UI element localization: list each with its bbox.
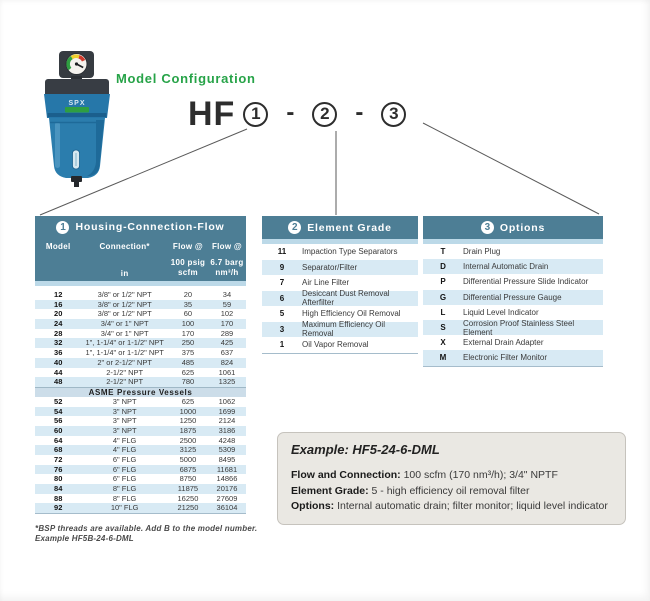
- divider-band: [35, 281, 246, 286]
- example-line: Options: Internal automatic drain; filter monitor; liquid level indicator: [291, 500, 608, 512]
- table-row: T Drain Plug: [440, 247, 501, 257]
- table-row: 64 4" FLG 2500 4248: [54, 435, 236, 445]
- table-title: [35, 216, 246, 238]
- table-title-text: Element Grade: [307, 221, 392, 234]
- table-row: 56 3" NPT 1250 2124: [54, 416, 236, 426]
- filter-product-image: [38, 46, 116, 188]
- position-2-badge: 2: [312, 102, 337, 127]
- footnote-line-2: Example HF5B-24-6-DML: [35, 533, 134, 543]
- table-row: 1 Oil Vapor Removal: [279, 340, 369, 350]
- table-row: 52 3" NPT 625 1062: [54, 396, 236, 406]
- example-box: [277, 432, 626, 525]
- table-row: 44 2-1/2" NPT 625 1061: [54, 367, 236, 377]
- table-row: 16 3/8" or 1/2" NPT 35 59: [35, 300, 246, 310]
- table-title-text: Housing-Connection-Flow: [75, 221, 225, 233]
- housing-rows-asme: [35, 397, 246, 513]
- asme-section-header: ASME Pressure Vessels: [35, 387, 246, 397]
- table-row: 9 Separator/Filter: [262, 260, 418, 276]
- position-1-badge: 1: [243, 102, 268, 127]
- example-line: Flow and Connection: 100 scfm (170 nm³/h); 3/4" NPTF: [291, 469, 558, 481]
- housing-rows-main: [35, 290, 246, 387]
- table-row: 48 2-1/2" NPT 780 1325: [35, 377, 246, 387]
- table-row: 68 4" FLG 3125 5309: [35, 445, 246, 455]
- table-row: L Liquid Level Indicator: [440, 307, 539, 317]
- table-row: S Corrosion Proof Stainless Steel Element: [423, 320, 603, 335]
- dash-separator: -: [355, 98, 364, 126]
- table-row: 76 6" FLG 6875 11681: [35, 465, 246, 475]
- example-title: Example: HF5-24-6-DML: [291, 442, 440, 457]
- circled-3-icon: 3: [481, 221, 494, 234]
- table-row: 12 3/8" or 1/2" NPT 20 34: [54, 290, 232, 299]
- column-header-flow-nm3h: Flow @ 6.7 barg nm³/h: [210, 242, 244, 277]
- example-line: Element Grade: 5 - high efficiency oil removal filter: [291, 484, 530, 497]
- model-prefix: HF: [188, 94, 236, 133]
- table-row: 11 Impaction Type Separators: [277, 247, 398, 257]
- product-green-label: [65, 107, 89, 113]
- options-table: [423, 216, 603, 367]
- table-row: 80 6" FLG 8750 14866: [54, 474, 238, 484]
- table-row: 5 High Efficiency Oil Removal: [279, 309, 401, 319]
- column-header-model: Model: [45, 242, 71, 251]
- footnote-line-1: *BSP threads are available. Add B to the model number.: [35, 524, 258, 533]
- table-row: 3 Maximum Efficiency Oil Removal: [262, 322, 418, 338]
- drain-port: [71, 176, 82, 187]
- table-row: 7 Air Line Filter: [279, 278, 350, 288]
- table-row: X External Drain Adapter: [440, 338, 544, 348]
- table-row: 6 Desiccant Dust Removal Afterfilter: [262, 291, 418, 307]
- pressure-gauge-icon: [59, 51, 94, 78]
- table-row: 54 3" NPT 1000 1699: [35, 407, 246, 417]
- housing-connection-flow-table: [35, 216, 246, 514]
- table-row: 40 2" or 2-1/2" NPT 485 824: [35, 358, 246, 368]
- table-title: [262, 216, 418, 239]
- table-row: 36 1", 1-1/4" or 1-1/2" NPT 375 637: [54, 348, 234, 358]
- column-header-connection: Connection* in: [99, 242, 150, 278]
- element-grade-rows: [262, 244, 418, 353]
- column-headers: [35, 238, 246, 281]
- filter-bowl: [49, 118, 105, 178]
- element-grade-table: [262, 216, 418, 354]
- filter-head: [44, 76, 110, 118]
- table-row: D Internal Automatic Drain: [423, 259, 603, 274]
- example-lines: [291, 468, 612, 515]
- table-title: [423, 216, 603, 239]
- options-rows: [423, 244, 603, 366]
- dash-separator: -: [286, 98, 295, 126]
- table-row: 28 3/4" or 1" NPT 170 289: [54, 328, 234, 338]
- table-row: 72 6" FLG 5000 8495: [54, 455, 236, 464]
- model-code: [188, 96, 406, 132]
- table-row: M Electronic Filter Monitor: [423, 350, 603, 365]
- table-row: G Differential Pressure Gauge: [423, 290, 603, 305]
- table-row: 60 3" NPT 1875 3186: [35, 426, 246, 436]
- connector-line-3: [423, 123, 599, 214]
- product-brand-label: SPX: [68, 100, 86, 107]
- footnote: [35, 524, 257, 543]
- table-row: 20 3/8" or 1/2" NPT 60 102: [54, 309, 234, 319]
- column-header-flow-scfm: Flow @ 100 psig scfm: [170, 242, 206, 277]
- table-title-text: Options: [499, 221, 546, 234]
- page-title: Model Configuration: [116, 71, 256, 86]
- table-row: 24 3/4" or 1" NPT 100 170: [35, 319, 246, 329]
- table-row: 32 1", 1-1/4" or 1-1/2" NPT 250 425: [35, 338, 246, 348]
- table-row: 92 10" FLG 21250 36104: [35, 503, 246, 513]
- table-row: 84 8" FLG 11875 20176: [35, 484, 246, 494]
- table-row: P Differential Pressure Slide Indicator: [440, 277, 589, 287]
- circled-2-icon: 2: [288, 221, 301, 234]
- circled-1-icon: 1: [56, 221, 69, 234]
- table-row: 88 8" FLG 16250 27609: [54, 493, 238, 503]
- position-3-badge: 3: [381, 102, 406, 127]
